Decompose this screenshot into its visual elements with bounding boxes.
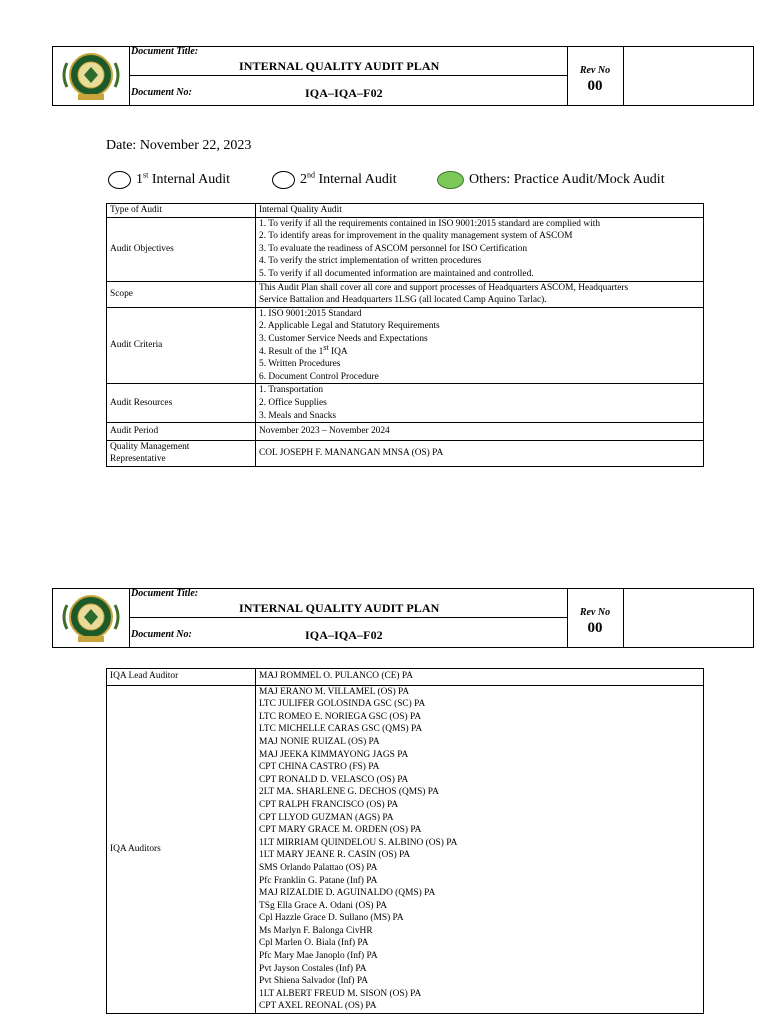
list-item: 2. Applicable Legal and Statutory Requirements bbox=[259, 321, 440, 332]
list-item: 1. Transportation bbox=[259, 385, 324, 396]
qmr-label: Quality Management Representative bbox=[107, 440, 256, 466]
audit-team-table bbox=[106, 668, 704, 1014]
radio-circle-icon[interactable] bbox=[272, 171, 295, 189]
rev-cell bbox=[567, 589, 624, 647]
table-row bbox=[107, 217, 704, 281]
table-row bbox=[107, 204, 704, 218]
type-label: Type of Audit bbox=[107, 204, 256, 218]
document-no: IQA–IQA–F02 bbox=[305, 86, 383, 100]
scope-label: Scope bbox=[107, 281, 256, 307]
qmr-value: COL JOSEPH F. MANANGAN MNSA (OS) PA bbox=[256, 440, 704, 466]
document-no-label: Document No: bbox=[131, 629, 192, 640]
ascom-logo-icon bbox=[53, 47, 129, 105]
list-item: 3. Meals and Snacks bbox=[259, 410, 337, 421]
criteria-list bbox=[256, 307, 704, 384]
auditor-item: Pfc Mary Mae Janoplo (Inf) PA bbox=[259, 951, 378, 962]
list-item: 6. Document Control Procedure bbox=[259, 371, 379, 382]
option-label: Others: Practice Audit/Mock Audit bbox=[469, 172, 665, 187]
period-value: November 2023 – November 2024 bbox=[256, 423, 704, 441]
auditor-item: Cpl Marlen O. Biala (Inf) PA bbox=[259, 938, 369, 949]
logo-cell bbox=[53, 589, 130, 647]
document-header-1 bbox=[52, 46, 754, 106]
rev-no-label: Rev No bbox=[579, 65, 611, 76]
auditors-label: IQA Auditors bbox=[107, 685, 256, 1013]
option-first-audit[interactable] bbox=[108, 170, 230, 190]
auditor-item: LTC MICHELLE CARAS GSC (QMS) PA bbox=[259, 724, 423, 735]
table-row bbox=[107, 685, 704, 1013]
auditor-item: MAJ JEEKA KIMMAYONG JAGS PA bbox=[259, 749, 409, 760]
period-label: Audit Period bbox=[107, 423, 256, 441]
document-title: INTERNAL QUALITY AUDIT PLAN bbox=[239, 59, 440, 73]
auditor-item: Ms Marlyn F. Balonga CivHR bbox=[259, 925, 373, 936]
audit-plan-table bbox=[106, 203, 704, 467]
objectives-label: Audit Objectives bbox=[107, 217, 256, 281]
list-item: 3. To evaluate the readiness of ASCOM personnel for ISO Certification bbox=[259, 243, 528, 254]
auditor-item: LTC JULIFER GOLOSINDA GSC (SC) PA bbox=[259, 699, 426, 710]
auditor-item: SMS Orlando Palattao (OS) PA bbox=[259, 862, 378, 873]
table-row bbox=[107, 669, 704, 686]
lead-auditor-value: MAJ ROMMEL O. PULANCO (CE) PA bbox=[256, 669, 704, 686]
option-label: 1st Internal Audit bbox=[136, 170, 230, 187]
option-others[interactable] bbox=[437, 170, 665, 190]
document-no: IQA–IQA–F02 bbox=[305, 628, 383, 642]
list-item: 5. To verify if all documented information are maintained and controlled. bbox=[259, 268, 534, 279]
auditor-item: CPT AXEL REONAL (OS) PA bbox=[259, 1001, 377, 1012]
auditor-item: CPT RONALD D. VELASCO (OS) PA bbox=[259, 774, 409, 785]
auditor-item: MAJ ERANO M. VILLAMEL (OS) PA bbox=[259, 686, 410, 697]
table-row bbox=[107, 440, 704, 466]
auditor-item: CPT MARY GRACE M. ORDEN (OS) PA bbox=[259, 825, 422, 836]
document-header-2 bbox=[52, 588, 754, 648]
table-row bbox=[107, 384, 704, 423]
auditor-item: Pvt Jayson Costales (Inf) PA bbox=[259, 963, 367, 974]
rev-cell bbox=[567, 47, 624, 105]
auditor-item: 1LT ALBERT FREUD M. SISON (OS) PA bbox=[259, 988, 422, 999]
auditor-item: 1LT MIRRIAM QUINDELOU S. ALBINO (OS) PA bbox=[259, 837, 458, 848]
table-row bbox=[107, 281, 704, 307]
type-value: Internal Quality Audit bbox=[256, 204, 704, 218]
table-row bbox=[107, 307, 704, 384]
auditor-item: MAJ RIZALDIE D. AGUINALDO (QMS) PA bbox=[259, 888, 436, 899]
list-item: 1. To verify if all the requirements contained in ISO 9001:2015 standard are complied with bbox=[259, 218, 601, 229]
resources-list bbox=[256, 384, 704, 423]
table-row bbox=[107, 423, 704, 441]
title-row bbox=[129, 589, 567, 618]
title-cell bbox=[129, 589, 568, 647]
option-label: 2nd Internal Audit bbox=[300, 170, 397, 187]
date-line: Date: November 22, 2023 bbox=[106, 138, 252, 153]
radio-selected-icon[interactable] bbox=[437, 171, 464, 189]
list-item: 3. Customer Service Needs and Expectations bbox=[259, 333, 428, 344]
auditor-item: 2LT MA. SHARLENE G. DECHOS (QMS) PA bbox=[259, 787, 439, 798]
auditor-item: LTC ROMEO E. NORIEGA GSC (OS) PA bbox=[259, 711, 422, 722]
list-item: 1. ISO 9001:2015 Standard bbox=[259, 308, 362, 319]
option-second-audit[interactable] bbox=[272, 170, 397, 190]
document-title-label: Document Title: bbox=[131, 46, 199, 57]
lead-auditor-label: IQA Lead Auditor bbox=[107, 669, 256, 686]
list-item: 2. To identify areas for improvement in the quality management system of ASCOM bbox=[259, 231, 573, 242]
document-title-label: Document Title: bbox=[131, 588, 199, 599]
logo-cell bbox=[53, 47, 130, 105]
list-item: 4. To verify the strict implementation of written procedures bbox=[259, 256, 482, 267]
criteria-label: Audit Criteria bbox=[107, 307, 256, 384]
list-item: Service Battalion and Headquarters 1LSG (all located Camp Aquino Tarlac). bbox=[259, 295, 547, 306]
list-item: This Audit Plan shall cover all core and support processes of Headquarters ASCOM, Headquarters bbox=[259, 282, 629, 293]
document-title: INTERNAL QUALITY AUDIT PLAN bbox=[239, 601, 440, 615]
list-item: 5. Written Procedures bbox=[259, 359, 341, 370]
list-item: 2. Office Supplies bbox=[259, 397, 327, 408]
rev-no-value: 00 bbox=[587, 78, 603, 94]
document-no-label: Document No: bbox=[131, 87, 192, 98]
title-row bbox=[129, 47, 567, 76]
ascom-logo-icon bbox=[53, 589, 129, 647]
auditor-item: Pfc Franklin G. Patane (Inf) PA bbox=[259, 875, 378, 886]
rev-no-label: Rev No bbox=[579, 607, 611, 618]
rev-no-value: 00 bbox=[587, 620, 603, 636]
radio-circle-icon[interactable] bbox=[108, 171, 131, 189]
objectives-list bbox=[256, 217, 704, 281]
resources-label: Audit Resources bbox=[107, 384, 256, 423]
auditor-item: TSg Ella Grace A. Odani (OS) PA bbox=[259, 900, 388, 911]
auditor-item: CPT RALPH FRANCISCO (OS) PA bbox=[259, 799, 399, 810]
auditors-list bbox=[256, 685, 704, 1013]
list-item: 4. Result of the 1st IQA bbox=[259, 342, 348, 357]
title-cell bbox=[129, 47, 568, 105]
auditor-item: 1LT MARY JEANE R. CASIN (OS) PA bbox=[259, 850, 411, 861]
auditor-item: CPT LLYOD GUZMAN (AGS) PA bbox=[259, 812, 394, 823]
auditor-item: MAJ NONIE RUIZAL (OS) PA bbox=[259, 736, 380, 747]
auditor-item: Cpl Hazzle Grace D. Sullano (MS) PA bbox=[259, 913, 404, 924]
auditor-item: Pvt Shiena Salvador (Inf) PA bbox=[259, 976, 369, 987]
scope-value bbox=[256, 281, 704, 307]
auditor-item: CPT CHINA CASTRO (FS) PA bbox=[259, 762, 380, 773]
